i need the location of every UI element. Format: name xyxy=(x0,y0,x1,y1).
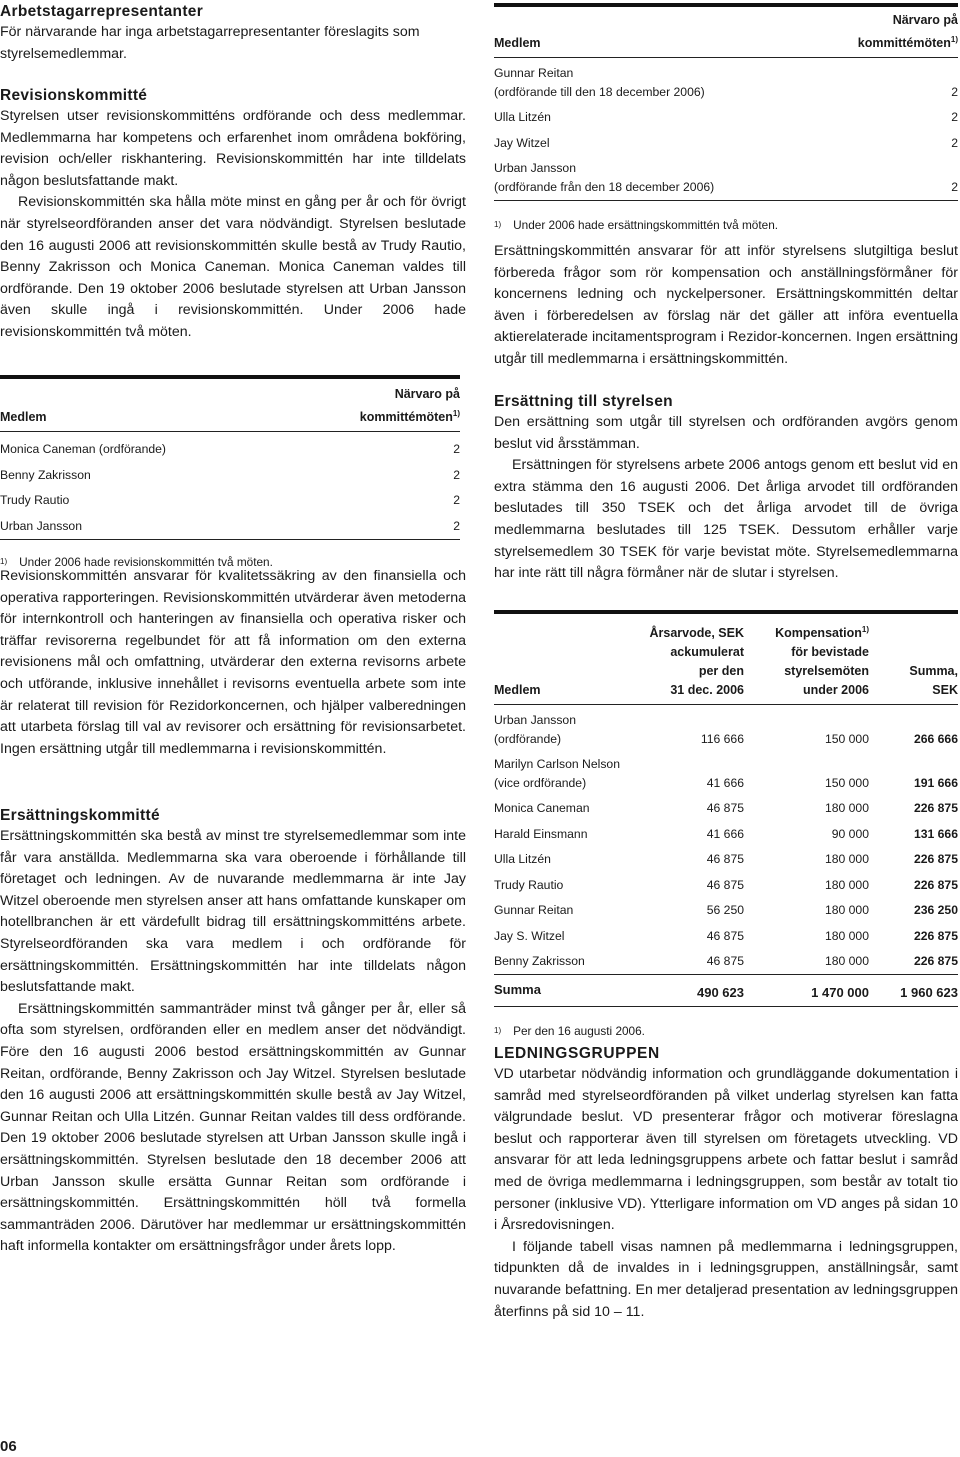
table-row: Monica Caneman xyxy=(494,801,590,816)
management-paragraph-2: I följande tabell visas namnen på medlemmarna i ledningsgruppen, tidpunkten då de invaldes in i ledningsgruppen, anställningsår, samt nuvarande befattning. En mer detaljerad presentation av ledningsgruppen återfinns på sid 10 – 11. xyxy=(494,1238,958,1320)
table-row: Gunnar Reitan xyxy=(494,903,574,918)
fee-col-compensation: Kompensation$^{1)}$ för bevistade styrelsemöten under 2006 xyxy=(744,620,869,705)
fee-col-sum: Summa, SEK xyxy=(869,620,958,705)
table-row: Ulla Litzén xyxy=(494,110,551,125)
audit-col-member: Medlem xyxy=(0,385,287,432)
audit-table-footnote: $^{1)}$ Under 2006 hade revisionskommittén två möten. xyxy=(0,554,273,569)
board-remuneration-paragraph-2: Ersättningen för styrelsens arbete 2006 antogs genom ett beslut vid en extra stämma den 16 augusti 2006. Det årliga arvodet till ordföranden beslutades till 350 TSEK och det årliga arvodet till de övriga medlemmarna beslutades till 125 TSEK. Dessutom erhåller varje styrelsemedlem 30 TSEK för varje bevistat möte. Styrelsemedlemmarna har inte rätt till några förmåner när de slutar i styrelsen. xyxy=(494,457,958,582)
board-remuneration-heading: Ersättning till styrelsen xyxy=(494,393,673,410)
fee-col-member: Medlem xyxy=(494,620,644,705)
table-row: Jay S. Witzel xyxy=(494,928,565,943)
audit-table: Medlem Närvaro på kommittémöten$^{1)}$ Monica Caneman (ordförande) 2 Benny Zakrisson 2 Trudy Rautio 2 Urban Jansson 2 $^{1)}$ Under 2006 hade revisionskommittén två möten. xyxy=(0,375,460,570)
employee-reps-text: För närvarande har inga arbetstagarrepresentanter föreslagits som styrelsemedlemmar. xyxy=(0,24,420,62)
remuneration-table: Medlem Närvaro på kommittémöten$^{1)}$ Gunnar Reitan (ordförande till den 18 december 2006) 2 Ulla Litzén 2 Jay Witzel 2 Urban Jansson (ordförande från den 18 december 2006) 2 $^{1)}$ Under 2006 hade ersättningskommittén två möten. xyxy=(494,3,958,233)
management-group-heading: LEDNINGSGRUPPEN xyxy=(494,1045,660,1062)
audit-paragraph-2: Revisionskommittén ska hålla möte minst en gång per år och för övrigt när styrelseordföranden anser det vara nödvändigt. Styrelsen beslutade den 16 augusti 2006 att revisionskommittén skulle bestå av Trudy Rautio, Benny Zakrisson och Monica Caneman. Monica Caneman valdes till ordförande. Den 19 oktober 2006 beslutade styrelsen att Urban Jansson även skulle ingå i revisionskommittén. Under 2006 hade revisionskommittén två möten. xyxy=(0,194,466,340)
audit-col-attendance: Närvaro på kommittémöten$^{1)}$ xyxy=(287,385,460,432)
rem-col-member: Medlem xyxy=(494,11,813,58)
remuneration-paragraph-1: Ersättningskommittén ska bestå av minst tre styrelsemedlemmar som inte får vara anställda. Medlemmarna ska vara oberoende i förhållande till företaget och ledningen. Av de nuvarande medlemmarna är inte Jay Witzel oberoende men styrelsen anser att hans omfattande kunskaper om hotellbranchen är ett värdefullt bidrag till ersättningskommitténs arbete. Styrelseordföranden ska vara medlem i och ordförande för ersättningskommittén. Ersättningskommittén har inte tilldelats någon beslutsfattande makt. xyxy=(0,828,466,996)
audit-paragraph-1: Styrelsen utser revisionskommitténs ordförande och dess medlemmar. Medlemmarna har kompetens och erfarenhet inom områdena bokföring, revision och/eller riskhantering. Revisionskommittén har inte tilldelats någon beslutsfattande makt. xyxy=(0,108,466,189)
table-row: Jay Witzel xyxy=(494,135,550,150)
employee-reps-heading: Arbetstagarrepresentanter xyxy=(0,3,204,20)
audit-paragraph-3: Revisionskommittén ansvarar för kvalitetssäkring av den finansiella och operativa rapporteringen. Revisionskommittén utvärderar även metoderna för internkontroll och hanteringen av finansiella och operativa risker och träffar revisorerna regelbundet för att få information om den externa revisionens mål och omfattning, utvärderar den externa revisorns arbete och utförande, inklusive innehållet i revisorns eventuella arbete som inte är relaterat till revision för Rezidorkoncernen, och hjälper valberedningen att utarbeta förslag till val av revisorer och ersättning för revisionsarbetet. Ingen ersättning utgår till medlemmarna i revisionskommittén. xyxy=(0,568,466,757)
fee-table-footnote: $^{1)}$ Per den 16 augusti 2006. xyxy=(494,1023,645,1038)
remuneration-paragraph-2: Ersättningskommittén sammanträder minst två gånger per år, eller så ofta som styrelsen, ordföranden eller en medlem anser det nödvändigt. Före den 16 augusti 2006 bestod ersättningskommittén av Gunnar Reitan, ordförande, Benny Zakrisson och Jay Witzel. Styrelsen beslutade den 16 augusti 2006 att ersättningskommittén skulle bestå av Jay Witzel, Gunnar Reitan och Ulla Litzén. Gunnar Reitan valdes till dess ordförande. Den 19 oktober 2006 beslutade styrelsen att Urban Jansson skulle ingå i ersättningskommittén. Styrelsen beslutade den 18 december 2006 att Urban Jansson skulle ersätta Gunnar Reitan som ordförande i ersättningskommittén. Ersättningskommittén höll två formella sammanträden 2006. Därutöver har medlemmar ur ersättningskommittén haft informella kontakter om ersättningsfrågor under årets lopp. xyxy=(0,1000,466,1255)
table-row: Monica Caneman (ordförande) xyxy=(0,442,166,457)
total-row: Summa xyxy=(494,975,644,1007)
table-row: Trudy Rautio xyxy=(0,493,70,508)
table-row: Urban Jansson (ordförande) xyxy=(494,713,576,746)
table-row: Urban Jansson (ordförande från den 18 december 2006) xyxy=(494,156,813,201)
table-row: Benny Zakrisson xyxy=(494,949,644,975)
table-row: Benny Zakrisson xyxy=(0,467,91,482)
table-row: Ulla Litzén xyxy=(494,852,551,867)
board-fee-table: Medlem Årsarvode, SEK ackumulerat per den 31 dec. 2006 Kompensation$^{1)}$ för bevistade styrelsemöten under 2006 Summa, SEK Urban Jansson (ordförande) 116 666 150 000 266 666 Marilyn Carlson Nelson (vice ordförande) 41 666 150 000 191 666 Monica Caneman 46 875 180 000 226 875 Harald Einsmann 41 666 90 000 131 666 Ulla Litzén 46 875 180 000 226 875 Trudy Rautio 46 875 180 000 226 875 Gunnar Reitan 56 250 180 000 236 250 Jay S. Witzel 46 875 180 000 226 875 Benny Zakrisson 46 875 180 000 226 875 Summa 490 623 1 470 000 1 960 623 $^{1)}$ Per den 16 augusti 2006. xyxy=(494,610,958,1039)
fee-col-annual-fee: Årsarvode, SEK ackumulerat per den 31 dec. 2006 xyxy=(644,620,744,705)
management-paragraph-1: VD utarbetar nödvändig information och grundläggande dokumentation i samråd med styrelseordföranden på vilket underlag styrelsen kan fatta välgrundade beslut. VD presenterar frågor och motiverar föreslagna beslut och rapporterar även till styrelsen om företagets utveckling. VD ansvarar för att leda ledningsgruppens arbete och fattar beslut i samråd med de övriga medlemmarna i ledningsgruppen, som består av totalt tio personer (inklusive VD). Ytterligare information om VD anges på sidan 10 i Årsredovisningen. xyxy=(494,1066,958,1234)
table-row: Marilyn Carlson Nelson (vice ordförande) xyxy=(494,757,620,790)
page-number: 06 xyxy=(0,1438,17,1455)
rem-table-footnote: $^{1)}$ Under 2006 hade ersättningskommittén två möten. xyxy=(494,217,779,232)
remuneration-committee-heading: Ersättningskommitté xyxy=(0,807,160,824)
table-row: Trudy Rautio xyxy=(494,877,564,892)
audit-committee-heading: Revisionskommitté xyxy=(0,87,148,104)
rem-col-attendance: Närvaro på kommittémöten$^{1)}$ xyxy=(813,11,958,58)
board-remuneration-paragraph-1: Den ersättning som utgår till styrelsen och ordföranden avgörs genom beslut vid årsstämman. xyxy=(494,414,958,452)
table-row: Urban Jansson xyxy=(0,513,287,539)
table-row: Gunnar Reitan (ordförande till den 18 december 2006) xyxy=(494,66,705,99)
remuneration-responsibility-paragraph: Ersättningskommittén ansvarar för att inför styrelsens slutgiltiga beslut förbereda frågor som rör kompensation och anställningsförmåner för koncernens ledning och nyckelpersoner. Ersättningskommittén deltar även i förberedelsen av förslag när det gäller att införa eventuella aktierelaterade incitamentsprogram i Rezidor-koncernen. Ingen ersättning utgår till medlemmarna i ersättningskommittén. xyxy=(494,243,958,367)
table-row: Harald Einsmann xyxy=(494,826,588,841)
